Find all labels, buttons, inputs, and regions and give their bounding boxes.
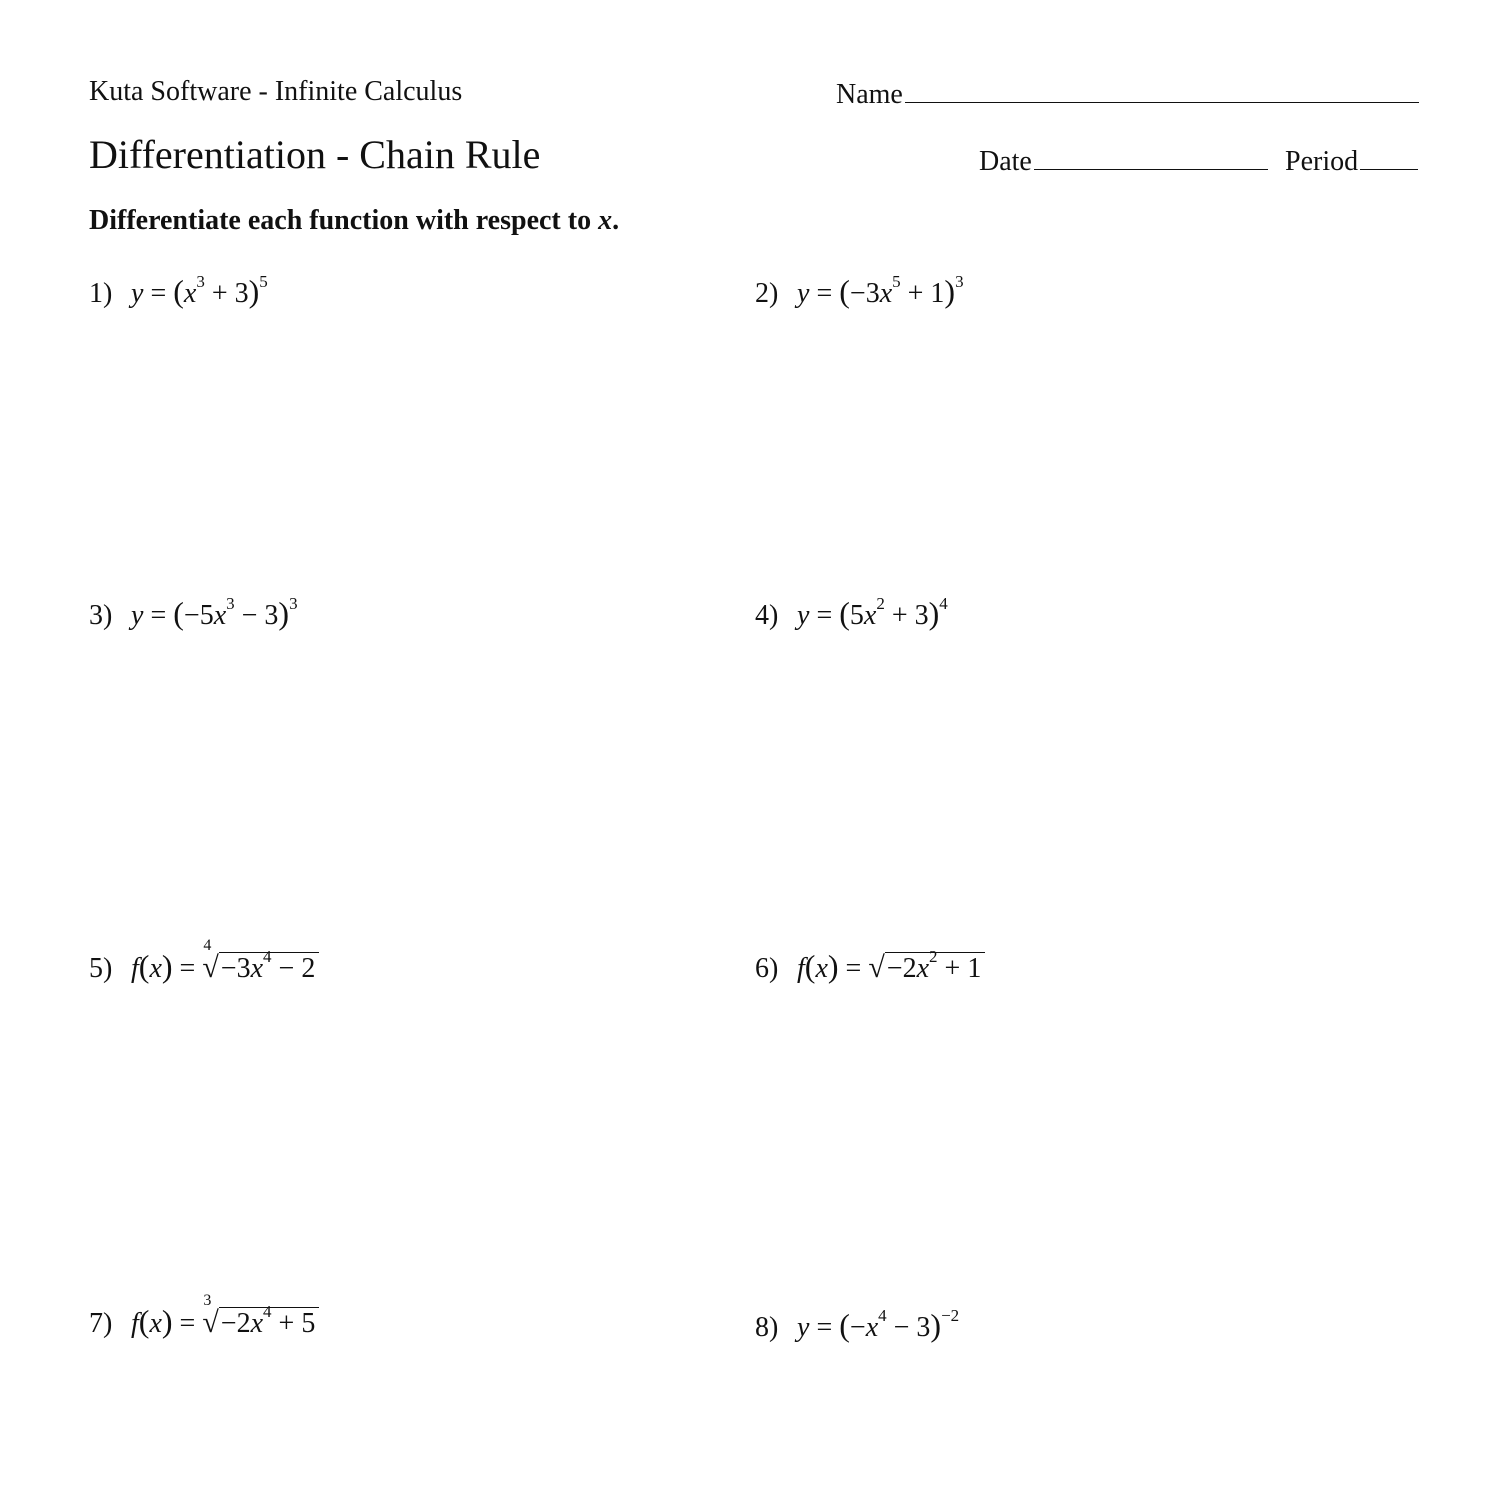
date-field[interactable]: [979, 143, 1268, 178]
worksheet-title: Differentiation - Chain Rule: [89, 132, 541, 177]
cube-root: 3 $√-2x^4 + 5$: [202, 1306, 319, 1340]
instructions-variable: x: [598, 205, 613, 236]
problem-number: 4): [755, 600, 779, 631]
period-blank-line[interactable]: [1360, 143, 1418, 170]
problem-number: 8): [755, 1312, 779, 1343]
problem-6: 6) $f(x) = √-2x^2 + 1$: [755, 948, 985, 985]
name-label: Name: [836, 79, 903, 110]
problem-1: 1) $y = (x^3 + 3)^5$: [89, 271, 268, 309]
problem-5: 5) f(x) = 4 $√-3x^4 - 2$: [89, 948, 319, 985]
problem-number: 1): [89, 278, 113, 309]
problem-8: 8) $y = (-x^4 - 3)^{-2}$: [755, 1305, 960, 1343]
name-blank-line[interactable]: [905, 76, 1419, 103]
period-field[interactable]: [1285, 143, 1418, 178]
instructions-text: Differentiate each function with respect to: [89, 205, 599, 236]
problem-number: 3): [89, 600, 113, 631]
problem-number: 2): [755, 278, 779, 309]
name-field[interactable]: [836, 76, 1419, 111]
period-label: Period: [1285, 146, 1359, 177]
instructions: [89, 205, 619, 237]
publisher-label: Kuta Software - Infinite Calculus: [89, 76, 463, 107]
problem-2: 2) $y = (-3x^5 + 1)^3$: [755, 271, 964, 309]
problem-4: 4) $y = (5x^2 + 3)^4$: [755, 593, 948, 631]
instructions-period: .: [612, 205, 620, 236]
fourth-root: 4 $√-3x^4 - 2$: [202, 951, 319, 985]
problem-3: 3) $y = (-5x^3 - 3)^3$: [89, 593, 298, 631]
problem-number: 5): [89, 953, 113, 984]
square-root: $√-2x^2 + 1$: [868, 951, 985, 985]
date-label: Date: [979, 146, 1032, 177]
problem-7: 7) f(x) = 3 $√-2x^4 + 5$: [89, 1303, 319, 1340]
problem-number: 6): [755, 953, 779, 984]
date-blank-line[interactable]: [1034, 143, 1268, 170]
problem-number: 7): [89, 1308, 113, 1339]
